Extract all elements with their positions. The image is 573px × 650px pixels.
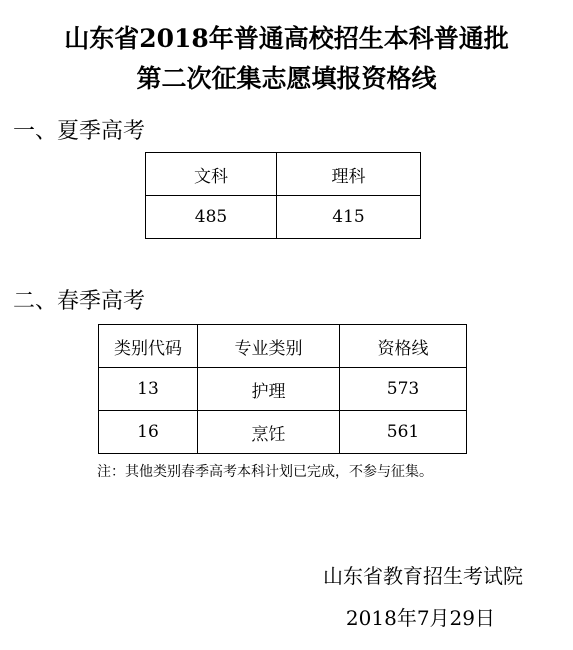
table-row	[99, 368, 467, 411]
cell-qualifying-score: 561	[340, 411, 467, 454]
issue-date: 2018年7月29日	[345, 606, 495, 630]
cell-liberal-arts-score: 485	[146, 196, 277, 239]
document-title-line-2: 第二次征集志愿填报资格线	[136, 64, 437, 93]
cell-category-code: 13	[99, 368, 198, 411]
table-row	[99, 411, 467, 454]
section-heading-spring: 二、春季高考	[13, 289, 146, 314]
cell-science-score: 415	[277, 196, 421, 239]
header-major-category: 专业类别	[198, 325, 340, 368]
table-row	[146, 196, 421, 239]
section-heading-summer: 一、夏季高考	[13, 119, 146, 144]
header-qualifying-score: 资格线	[340, 325, 467, 368]
header-liberal-arts: 文科	[146, 153, 277, 196]
document-title-line-1: 山东省2018年普通高校招生本科普通批	[64, 24, 509, 53]
cell-major-category: 烹饪	[198, 411, 340, 454]
cell-qualifying-score: 573	[340, 368, 467, 411]
summer-score-table	[145, 152, 421, 239]
cell-major-category: 护理	[198, 368, 340, 411]
cell-category-code: 16	[99, 411, 198, 454]
header-category-code: 类别代码	[99, 325, 198, 368]
spring-score-table	[98, 324, 467, 454]
table-header-row	[146, 153, 421, 196]
header-science: 理科	[277, 153, 421, 196]
footnote: 注：其他类别春季高考本科计划已完成，不参与征集。	[97, 464, 433, 480]
issuer-name: 山东省教育招生考试院	[323, 564, 523, 588]
table-header-row	[99, 325, 467, 368]
